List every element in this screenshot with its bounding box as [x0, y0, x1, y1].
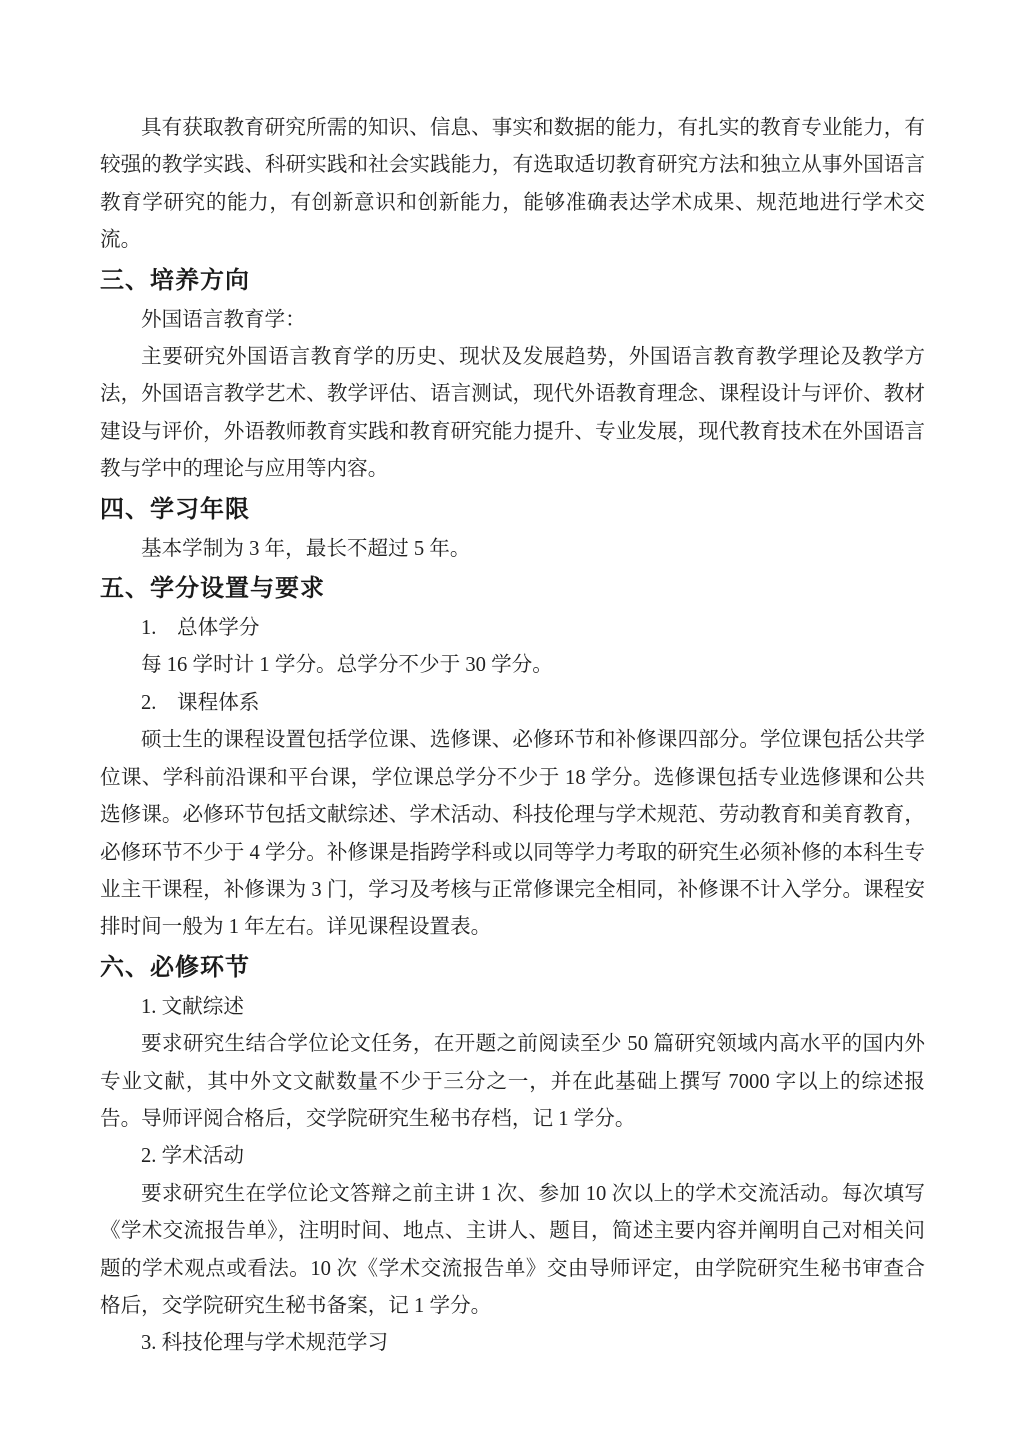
intro-paragraph: 具有获取教育研究所需的知识、信息、事实和数据的能力，有扎实的教育专业能力，有较强的教学实践、科研实践和社会实践能力，有选取适切教育研究方法和独立从事外国语言教育学研究的能力，有创新意识和创新能力，能够准确表达学术成果、规范地进行学术交流。 — [100, 117, 925, 252]
list-item-course-system: 2. 课程体系 — [141, 691, 260, 714]
paragraph-research-scope: 主要研究外国语言教育学的历史、现状及发展趋势，外国语言教育教学理论及教学方法，外国语言教学艺术、教学评估、语言测试，现代外语教育理念、课程设计与评价、教材建设与评价，外语教师教育实践和教育研究能力提升、专业发展，现代教育技术在外国语言教与学中的理论与应用等内容。 — [100, 346, 925, 481]
paragraph-literature-review-detail: 要求研究生结合学位论文任务，在开题之前阅读至少 50 篇研究领域内高水平的国内外专业文献，其中外文文献数量不少于三分之一，并在此基础上撰写 7000 字以上的综述报告。导师评阅合格后，交学院研究生秘书存档，记 1 学分。 — [100, 1033, 925, 1130]
paragraph-course-system-detail: 硕士生的课程设置包括学位课、选修课、必修环节和补修课四部分。学位课包括公共学位课、学科前沿课和平台课，学位课总学分不少于 18 学分。选修课包括专业选修课和公共选修课。必修环节包括文献综述、学术活动、科技伦理与学术规范、劳动教育和美育教育，必修环节不少于 4 学分。补修课是指跨学科或以同等学力考取的研究生必须补修的本科生专业主干课程，补修课为 3 门，学习及考核与正常修课完全相同，补修课不计入学分。课程安排时间一般为 1 年左右。详见课程设置表。 — [100, 729, 925, 939]
section-heading-training-direction: 三、培养方向 — [100, 266, 250, 294]
list-item-literature-review: 1. 文献综述 — [141, 995, 244, 1018]
list-item-total-credits: 1. 总体学分 — [141, 617, 260, 640]
section-heading-credit-requirements: 五、学分设置与要求 — [100, 575, 325, 603]
paragraph-major-label: 外国语言教育学： — [141, 308, 306, 331]
list-item-academic-activities: 2. 学术活动 — [141, 1145, 244, 1168]
section-heading-study-duration: 四、学习年限 — [100, 495, 250, 523]
paragraph-study-duration: 基本学制为 3 年，最长不超过 5 年。 — [141, 537, 471, 560]
list-item-ethics-and-norms: 3. 科技伦理与学术规范学习 — [141, 1332, 389, 1355]
paragraph-credit-rule: 每 16 学时计 1 学分。总学分不少于 30 学分。 — [141, 654, 553, 677]
section-heading-required-components: 六、必修环节 — [100, 953, 250, 981]
paragraph-academic-activities-detail: 要求研究生在学位论文答辩之前主讲 1 次、参加 10 次以上的学术交流活动。每次填写《学术交流报告单》，注明时间、地点、主讲人、题目，简述主要内容并阐明自己对相关问题的学术观点或看法。10 次《学术交流报告单》交由导师评定，由学院研究生秘书审查合格后，交学院研究生秘书备案，记 1 学分。 — [100, 1182, 925, 1317]
